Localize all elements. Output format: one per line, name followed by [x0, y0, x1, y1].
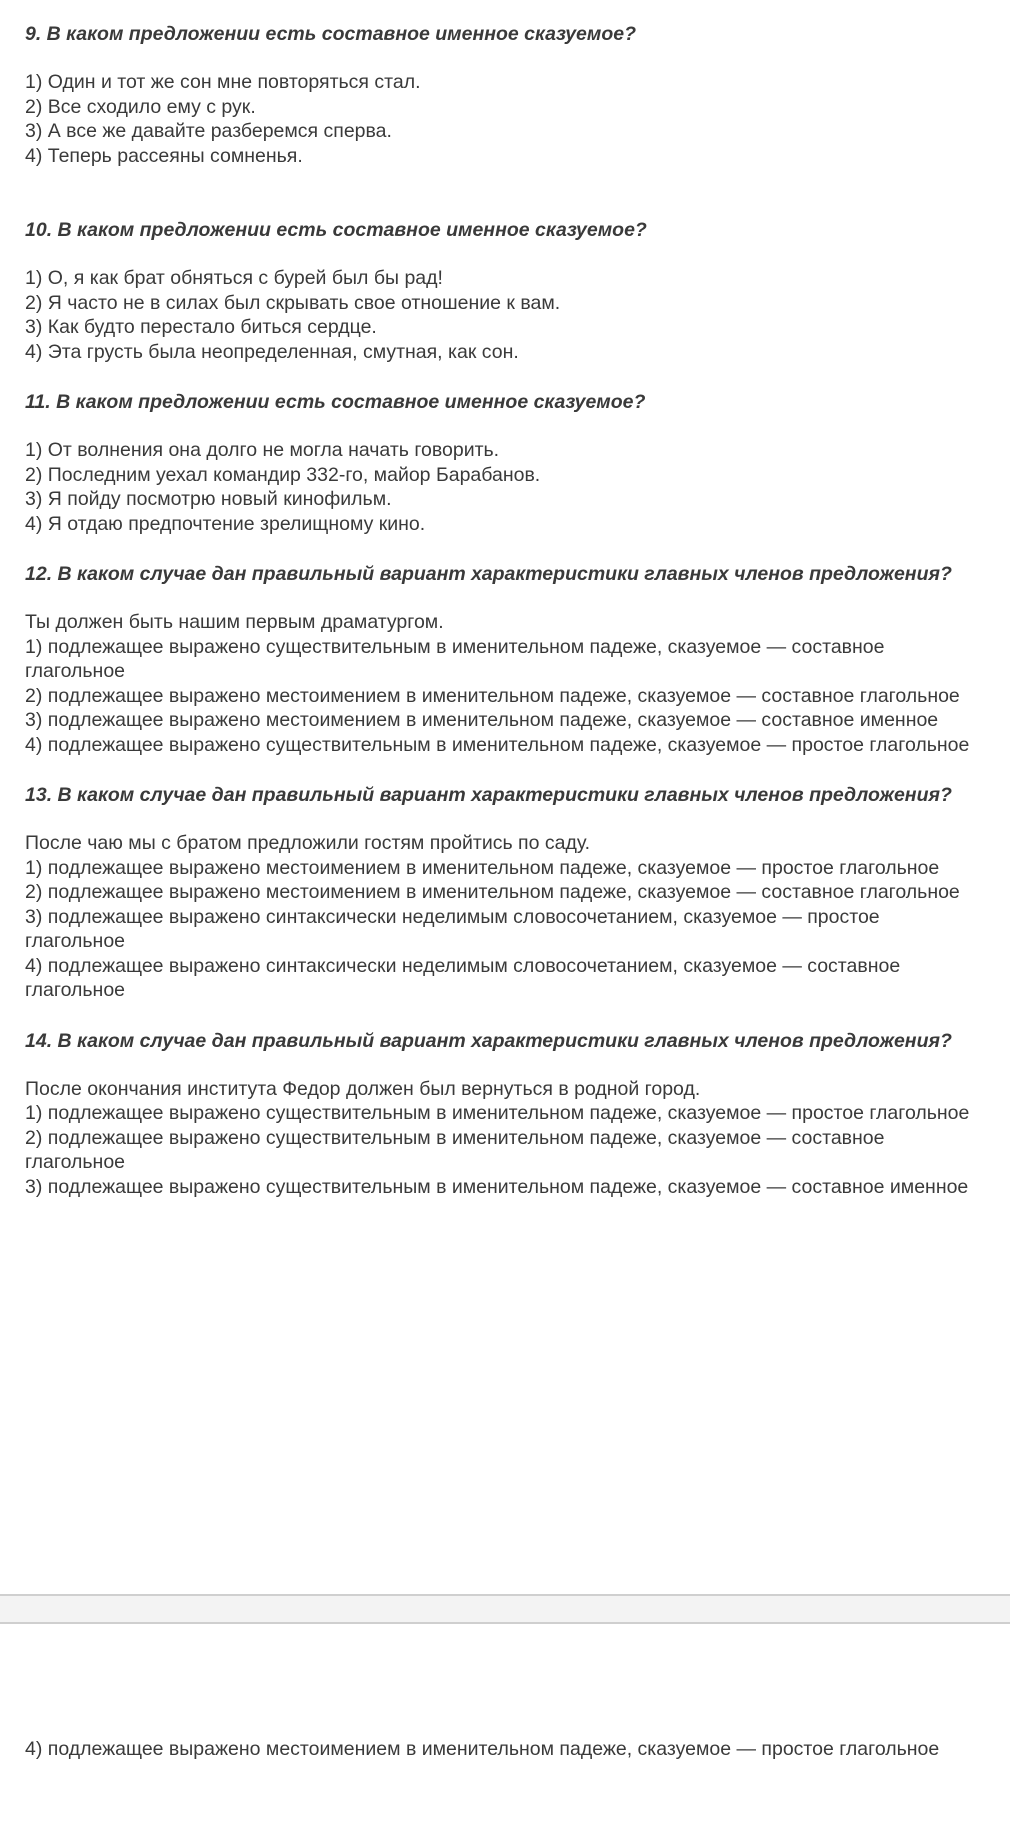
question-title: 13. В каком случае дан правильный вариант характеристики главных членов предложения?: [25, 784, 952, 806]
answer-option: 1) подлежащее выражено местоимением в именительном падеже, сказуемое — простое глагольное: [25, 856, 940, 879]
answer-option: 2) Я часто не в силах был скрывать свое отношение к вам.: [25, 291, 561, 314]
question-title: 14. В каком случае дан правильный вариант характеристики главных членов предложения?: [25, 1029, 952, 1052]
answer-option: 2) подлежащее выражено местоимением в именительном падеже, сказуемое — составное глагольное: [25, 881, 960, 903]
answer-option: 3) подлежащее выражено существительным в именительном падеже, сказуемое — составное именное: [25, 1175, 969, 1198]
question-9: [25, 22, 985, 168]
answer-option: 2) Последним уехал командир 332-го, майор Барабанов.: [25, 463, 541, 486]
answer-option: 4) подлежащее выражено местоимением в именительном падеже, сказуемое — простое глагольное: [25, 1738, 940, 1760]
answer-option: 1) О, я как брат обняться с бурей был бы рад!: [25, 267, 443, 289]
question-title: 11. В каком предложении есть составное именное сказуемое?: [25, 391, 646, 413]
answer-option: 4) подлежащее выражено существительным в именительном падеже, сказуемое — простое глагольное: [25, 733, 970, 756]
question-12: [25, 562, 985, 757]
question-title: 12. В каком случае дан правильный вариант характеристики главных членов предложения?: [25, 563, 952, 585]
answer-option: 2) подлежащее выражено местоимением в именительном падеже, сказуемое — составное глагольное: [25, 684, 960, 707]
question-11: [25, 390, 985, 536]
example-sentence: После чаю мы с братом предложили гостям пройтись по саду.: [25, 832, 591, 854]
question-10: [25, 218, 985, 364]
answer-option: 4) Теперь рассеяны сомненья.: [25, 144, 303, 167]
example-sentence: Ты должен быть нашим первым драматургом.: [25, 611, 444, 633]
answer-option: 3) А все же давайте разберемся сперва.: [25, 120, 392, 142]
answer-option: 1) подлежащее выражено существительным в именительном падеже, сказуемое — простое глагольное: [25, 1102, 970, 1124]
question-title: 9. В каком предложении есть составное именное сказуемое?: [25, 23, 636, 45]
answer-option: 4) подлежащее выражено синтаксически неделимым словосочетанием, сказуемое — составное глагольное: [25, 954, 901, 1001]
answer-option: 2) Все сходило ему с рук.: [25, 95, 256, 118]
answer-option: 3) Я пойду посмотрю новый кинофильм.: [25, 488, 392, 510]
answer-option: 3) Как будто перестало биться сердце.: [25, 316, 377, 338]
question-14: [25, 1029, 985, 1200]
answer-option: 1) Один и тот же сон мне повторяться стал.: [25, 71, 421, 93]
questions-list: [25, 22, 985, 1199]
question-title: 10. В каком предложении есть составное именное сказуемое?: [25, 219, 647, 241]
answer-option: 1) подлежащее выражено существительным в именительном падеже, сказуемое — составное глагольное: [25, 635, 885, 682]
page-continuation: [25, 1737, 985, 1762]
answer-option: 1) От волнения она долго не могла начать говорить.: [25, 439, 500, 461]
answer-option: 3) подлежащее выражено местоимением в именительном падеже, сказуемое — составное именное: [25, 709, 939, 731]
page-separator: [0, 1594, 1010, 1624]
example-sentence: После окончания института Федор должен был вернуться в родной город.: [25, 1077, 701, 1100]
answer-option: 2) подлежащее выражено существительным в именительном падеже, сказуемое — составное глагольное: [25, 1126, 885, 1173]
answer-option: 4) Я отдаю предпочтение зрелищному кино.: [25, 512, 426, 535]
answer-option: 3) подлежащее выражено синтаксически неделимым словосочетанием, сказуемое — простое глагольное: [25, 905, 880, 952]
answer-option: 4) Эта грусть была неопределенная, смутная, как сон.: [25, 340, 519, 363]
question-13: [25, 783, 985, 1003]
